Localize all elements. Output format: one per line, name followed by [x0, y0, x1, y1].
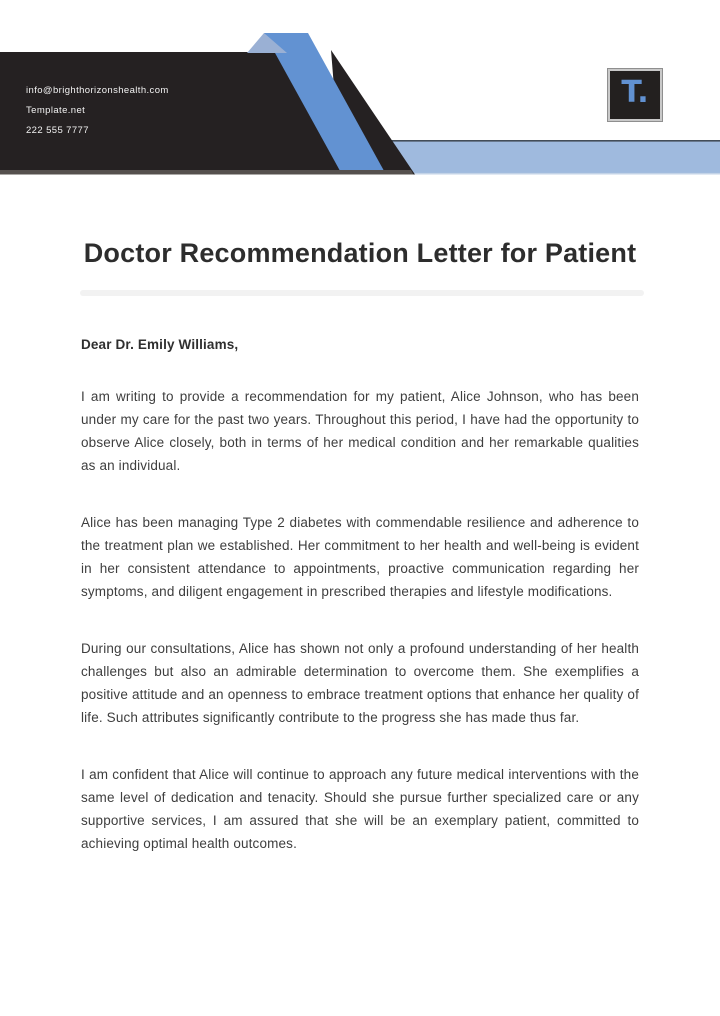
contact-email: info@brighthorizonshealth.com — [26, 85, 169, 96]
paragraph-2: Alice has been managing Type 2 diabetes with commendable resilience and adherence to the treatment plan we established. Her commitment to her health and well-being is evident in her consistent attendance to appointments, proactive communication regarding her symptoms, and diligent engagement in prescribed therapies and lifestyle modifications. — [81, 515, 639, 599]
page-title: Doctor Recommendation Letter for Patient — [83, 238, 637, 268]
template-net-logo — [608, 69, 662, 121]
header-accent-band-bottom-edge — [412, 173, 720, 175]
contact-block — [26, 81, 169, 141]
paragraph-3: During our consultations, Alice has shown not only a profound understanding of her health challenges but also an admirable determination to overcome them. She exemplifies a positive attitude and an openness to embrace treatment options that enhance her quality of life. Such attributes significantly contribute to the progress she has made thus far. — [81, 641, 639, 725]
paragraph-1: I am writing to provide a recommendation for my patient, Alice Johnson, who has been under my care for the past two years. Throughout this period, I have had the opportunity to observe Alice closely, both in terms of her medical condition and her remarkable qualities as an individual. — [81, 389, 639, 473]
salutation: Dear Dr. Emily Williams, — [81, 337, 239, 352]
contact-website: Template.net — [26, 105, 86, 116]
title-divider — [80, 290, 644, 296]
template-net-logo-letter: T. — [621, 75, 649, 110]
letter-body — [81, 333, 639, 889]
header-shadow-strip — [0, 170, 414, 175]
contact-phone: 222 555 7777 — [26, 125, 89, 136]
paragraph-4: I am confident that Alice will continue to approach any future medical interventions with the same level of dedication and tenacity. Should she pursue further specialized care or any supportive services, I am assured that she will be an exemplary patient, committed to achieving optimal health outcomes. — [81, 767, 639, 851]
